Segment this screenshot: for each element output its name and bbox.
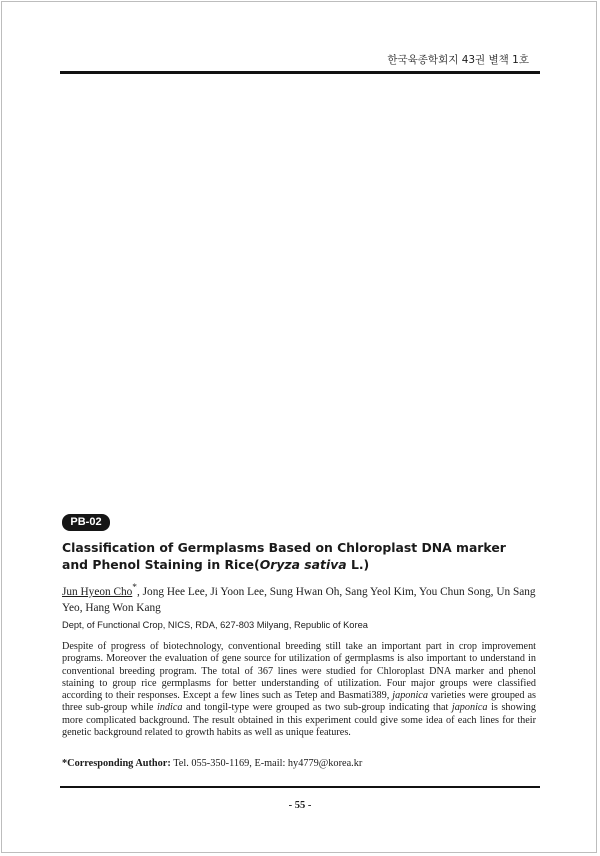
- affiliation: Dept, of Functional Crop, NICS, RDA, 627-803 Milyang, Republic of Korea: [62, 620, 368, 630]
- abstract: [62, 641, 536, 739]
- contact-details: Tel. 055-350-1169, E-mail: hy4779@korea.kr: [170, 758, 363, 769]
- top-rule: [60, 71, 540, 74]
- abstract-part-4: is showing more complicated background. The result obtained in this experiment could give some idea of each lines for their genetic background related to growth habits as well as unique features.: [62, 702, 536, 739]
- corresponding-mark: *: [132, 583, 137, 593]
- bottom-rule: [60, 786, 540, 788]
- other-authors: , Jong Hee Lee, Ji Yoon Lee, Sung Hwan Oh, Sang Yeol Kim, You Chun Song, Un Sang Yeo, Hang Won Kang: [62, 585, 536, 614]
- author-list: [62, 580, 538, 616]
- abstract-term-japonica: japonica: [451, 702, 488, 714]
- page-number: - 55 -: [288, 800, 312, 811]
- contact-label: *Corresponding Author:: [62, 758, 171, 769]
- poster-id-badge: PB-02: [62, 514, 110, 531]
- abstract-part-2: varieties were grouped as three sub-group while: [62, 690, 536, 714]
- title-text: Classification of Germplasms Based on Chloroplast DNA marker and Phenol Staining in Rice(: [62, 540, 506, 572]
- first-author: Jun Hyeon Cho: [62, 585, 133, 598]
- abstract-part-3: and tongil-type were grouped as two sub-group indicating that: [182, 702, 452, 714]
- title-text-end: L.): [346, 557, 370, 572]
- corresponding-author: [62, 757, 538, 770]
- abstract-part-1: Despite of progress of biotechnology, conventional breeding still take an important part in crop improvement programs. Moreover the evaluation of gene source for utilization of germplasms is also important to understand in conventional breeding program. The total of 367 lines were studied for Chloroplast DNA marker and phenol staining to group rice germplasms for better understanding of utilization. Four major groups were classified according to their responses. Except a few lines such as Tetep and Basmati389,: [62, 641, 536, 702]
- title-species: Oryza sativa: [259, 557, 347, 572]
- abstract-term-japonica: japonica: [392, 690, 428, 702]
- running-head: 한국육종학회지 43권 별책 1호: [387, 54, 529, 66]
- abstract-term-indica: indica: [157, 702, 183, 714]
- paper-title: [62, 539, 532, 573]
